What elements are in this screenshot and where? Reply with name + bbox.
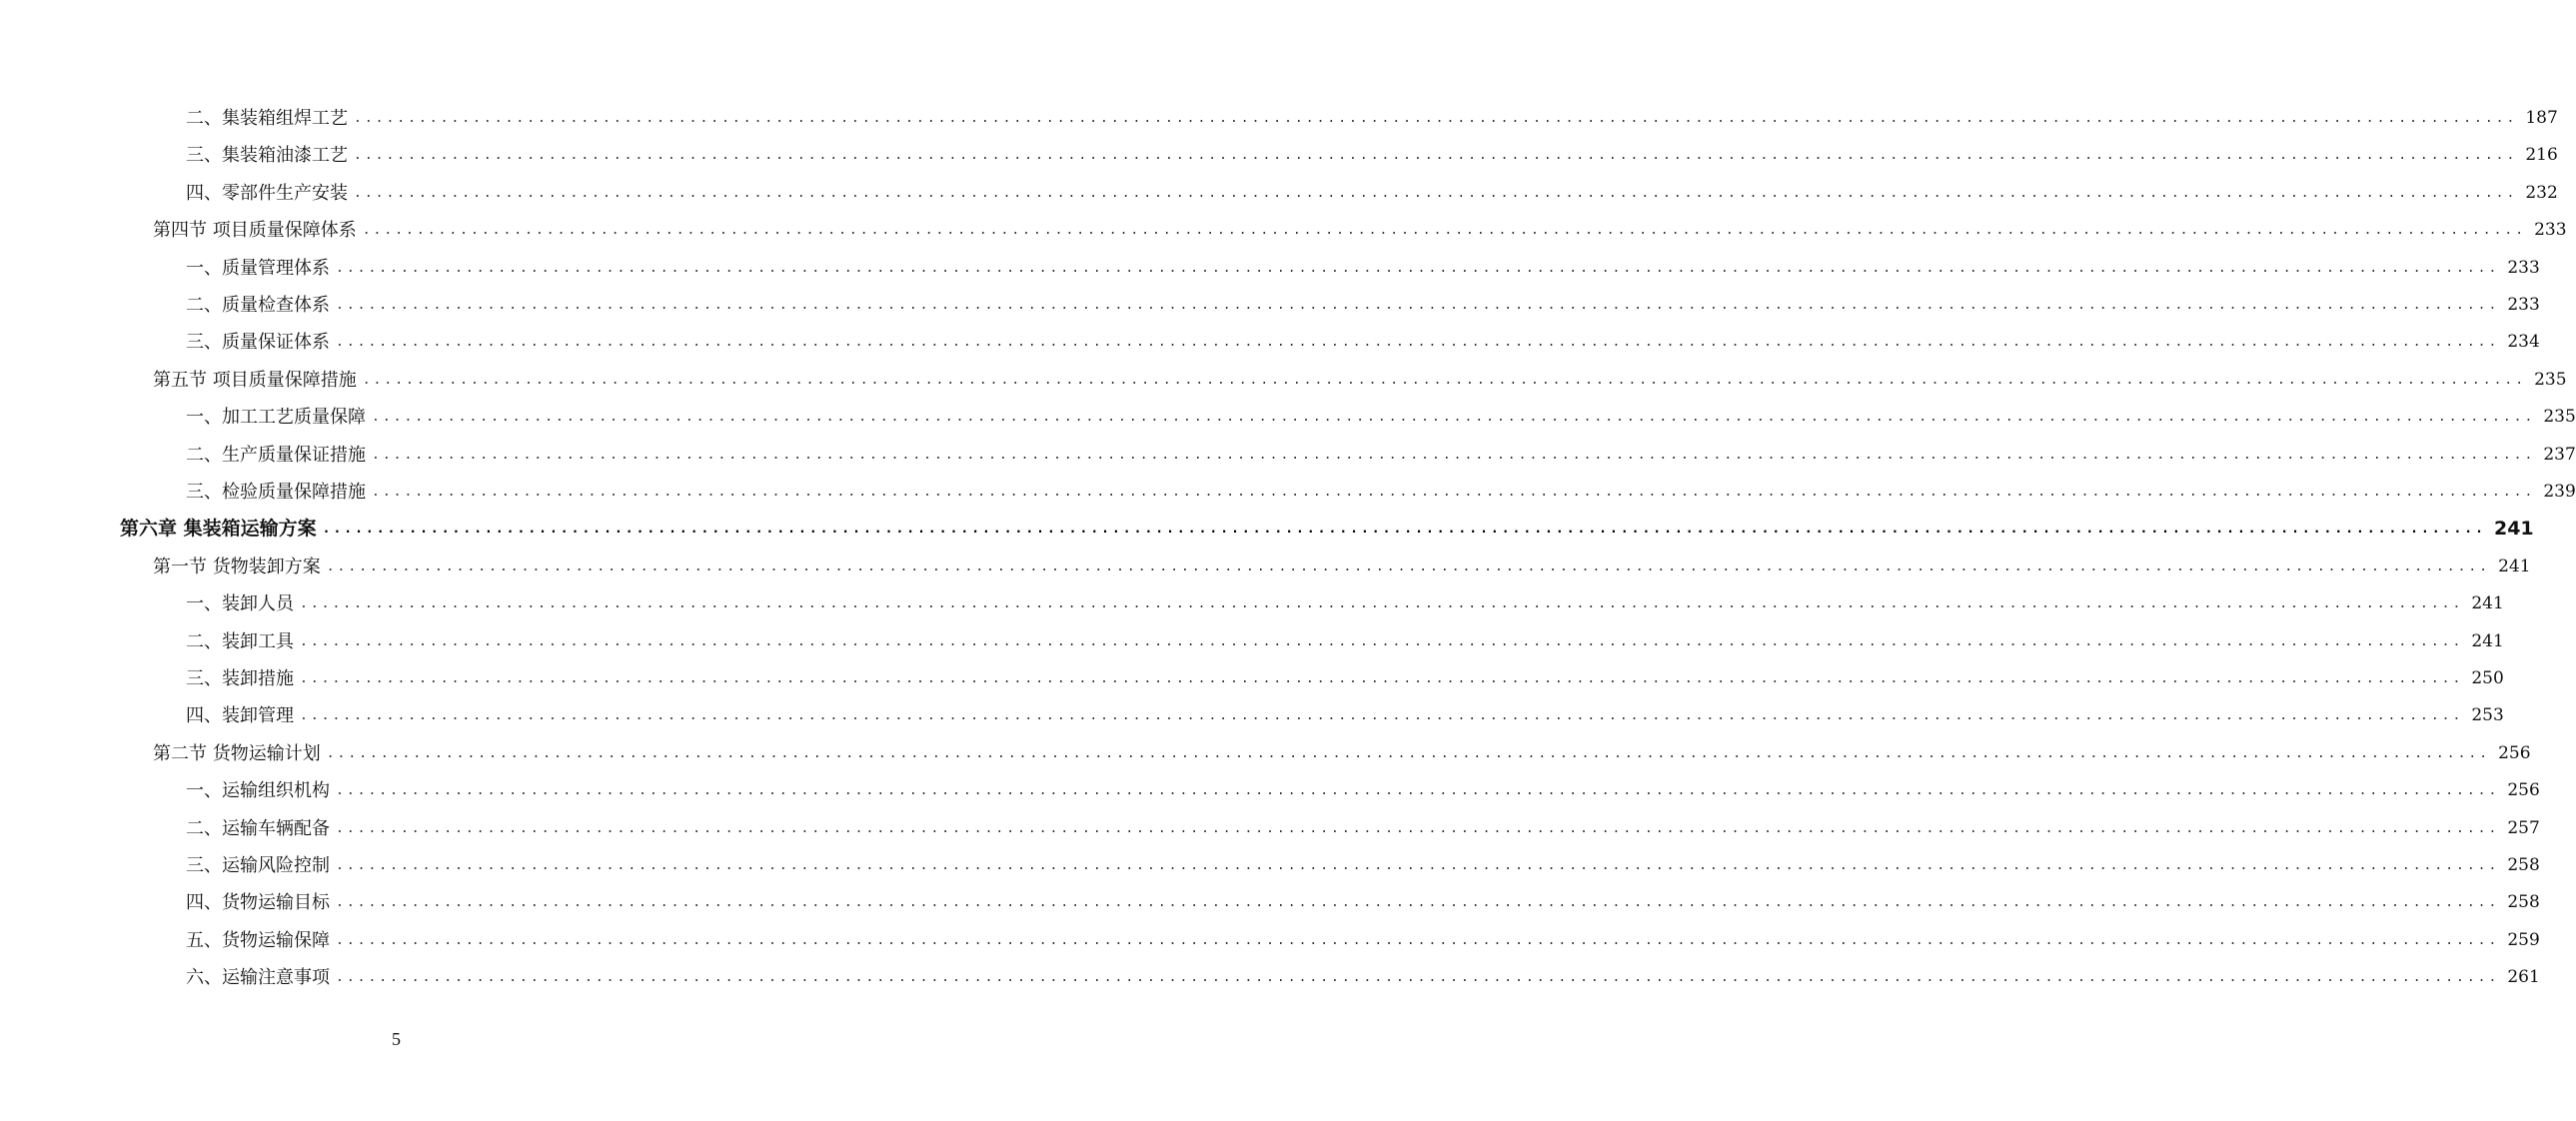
toc-entry-page: 256 <box>2498 742 2531 763</box>
toc-entry[interactable] <box>153 212 2567 249</box>
toc-entry-title: 四、货物运输目标 <box>186 892 330 914</box>
toc-leader-dots: ........................................................................................................................................................................................................ <box>326 745 2491 761</box>
toc-leader-dots: ........................................................................................................................................................................................................ <box>354 111 2518 126</box>
toc-entry[interactable] <box>186 772 2540 809</box>
toc-entry[interactable] <box>120 511 2534 548</box>
toc-entry-title: 二、装卸工具 <box>186 630 294 652</box>
toc-entry-title: 第六章 集装箱运输方案 <box>120 518 317 541</box>
toc-leader-dots: ........................................................................................................................................................................................................ <box>336 335 2500 351</box>
toc-entry-page: 250 <box>2471 668 2504 688</box>
toc-leader-dots: ........................................................................................................................................................................................................ <box>336 970 2500 986</box>
toc-entry-title: 第五节 项目质量保障措施 <box>153 369 357 391</box>
toc-entry-page: 259 <box>2507 929 2540 950</box>
toc-leader-dots: ........................................................................................................................................................................................................ <box>372 410 2536 426</box>
toc-entry-page: 241 <box>2471 593 2504 614</box>
toc-entry-title: 一、加工工艺质量保障 <box>186 407 366 429</box>
toc-entry[interactable] <box>186 287 2540 324</box>
toc-entry-page: 253 <box>2471 705 2504 726</box>
toc-leader-dots: ........................................................................................................................................................................................................ <box>300 596 2464 612</box>
toc-entry-page: 241 <box>2471 630 2504 651</box>
toc-entry-title: 三、集装箱油漆工艺 <box>186 145 348 167</box>
toc-entry[interactable] <box>186 474 2576 511</box>
toc-entry[interactable] <box>186 100 2558 137</box>
toc-entry[interactable] <box>186 399 2576 436</box>
toc-entry[interactable] <box>186 697 2504 734</box>
toc-entry[interactable] <box>186 175 2558 212</box>
toc-leader-dots: ........................................................................................................................................................................................................ <box>336 260 2500 276</box>
toc-entry-page: 235 <box>2534 369 2567 390</box>
toc-entry-page: 241 <box>2498 556 2531 576</box>
toc-entry-page: 235 <box>2543 407 2576 428</box>
toc-entry[interactable] <box>186 137 2558 174</box>
toc-leader-dots: ........................................................................................................................................................................................................ <box>322 522 2486 538</box>
toc-entry-page: 256 <box>2507 780 2540 801</box>
toc-entry-title: 二、集装箱组焊工艺 <box>186 108 348 129</box>
toc-entry-title: 二、运输车辆配备 <box>186 817 330 839</box>
toc-entry-title: 第四节 项目质量保障体系 <box>153 220 357 242</box>
toc-entry-page: 232 <box>2525 182 2558 203</box>
toc-entry-title: 五、货物运输保障 <box>186 929 330 951</box>
toc-entry[interactable] <box>186 959 2540 996</box>
toc-entry[interactable] <box>186 810 2540 847</box>
toc-entry[interactable] <box>186 250 2540 287</box>
toc-entry[interactable] <box>186 585 2504 622</box>
toc-leader-dots: ........................................................................................................................................................................................................ <box>336 783 2500 799</box>
toc-leader-dots: ........................................................................................................................................................................................................ <box>362 223 2527 239</box>
toc-entry[interactable] <box>186 884 2540 921</box>
toc-entry-title: 二、生产质量保证措施 <box>186 444 366 466</box>
toc-entry-title: 三、检验质量保障措施 <box>186 482 366 503</box>
toc-entry-page: 233 <box>2534 220 2567 241</box>
toc-entry-title: 一、装卸人员 <box>186 593 294 615</box>
toc-entry-page: 234 <box>2507 332 2540 353</box>
toc-entry-page: 233 <box>2507 295 2540 315</box>
toc-leader-dots: ........................................................................................................................................................................................................ <box>300 633 2464 649</box>
toc-entry-title: 六、运输注意事项 <box>186 967 330 989</box>
toc-leader-dots: ........................................................................................................................................................................................................ <box>362 372 2527 388</box>
toc-leader-dots: ........................................................................................................................................................................................................ <box>354 148 2518 164</box>
toc-entry[interactable] <box>186 922 2540 959</box>
toc-entry-title: 三、装卸措施 <box>186 668 294 689</box>
toc-entry-title: 第一节 货物装卸方案 <box>153 556 321 577</box>
toc-entry[interactable] <box>186 847 2540 884</box>
toc-entry-title: 一、运输组织机构 <box>186 780 330 802</box>
toc-leader-dots: ........................................................................................................................................................................................................ <box>354 185 2518 201</box>
toc-leader-dots: ........................................................................................................................................................................................................ <box>336 895 2500 911</box>
toc-entry[interactable] <box>153 362 2567 399</box>
toc-leader-dots: ........................................................................................................................................................................................................ <box>336 858 2500 873</box>
toc-entry-title: 三、运输风险控制 <box>186 855 330 876</box>
toc-entry[interactable] <box>153 735 2531 772</box>
toc-leader-dots: ........................................................................................................................................................................................................ <box>336 298 2500 313</box>
toc-entry-page: 233 <box>2507 257 2540 278</box>
toc-entry-title: 三、质量保证体系 <box>186 332 330 354</box>
toc-entry[interactable] <box>186 324 2540 361</box>
page-number: 5 <box>392 1029 401 1049</box>
toc-leader-dots: ........................................................................................................................................................................................................ <box>372 485 2536 500</box>
toc-entry-page: 216 <box>2525 145 2558 166</box>
toc-entry[interactable] <box>186 623 2504 660</box>
toc-entry[interactable] <box>186 660 2504 697</box>
toc-entry-page: 241 <box>2493 518 2534 541</box>
toc-leader-dots: ........................................................................................................................................................................................................ <box>336 820 2500 836</box>
toc-entry-title: 四、零部件生产安装 <box>186 182 348 204</box>
toc-entry[interactable] <box>186 437 2576 474</box>
toc-entry-page: 258 <box>2507 892 2540 913</box>
toc-entry-title: 二、质量检查体系 <box>186 295 330 316</box>
toc-entry-title: 第二节 货物运输计划 <box>153 742 321 764</box>
toc-leader-dots: ........................................................................................................................................................................................................ <box>300 708 2464 724</box>
toc-entry-page: 187 <box>2525 108 2558 128</box>
toc-entry-page: 258 <box>2507 855 2540 875</box>
toc-entry-title: 一、质量管理体系 <box>186 257 330 279</box>
toc-leader-dots: ........................................................................................................................................................................................................ <box>336 932 2500 948</box>
toc-entry-page: 239 <box>2543 482 2576 502</box>
toc-leader-dots: ........................................................................................................................................................................................................ <box>326 559 2491 574</box>
toc-entry-page: 261 <box>2507 967 2540 988</box>
toc-leader-dots: ........................................................................................................................................................................................................ <box>300 671 2464 686</box>
toc-entry-page: 237 <box>2543 444 2576 465</box>
toc-entry-page: 257 <box>2507 817 2540 838</box>
toc-entry-title: 四、装卸管理 <box>186 705 294 727</box>
toc-entry[interactable] <box>153 549 2531 585</box>
toc-leader-dots: ........................................................................................................................................................................................................ <box>372 447 2536 463</box>
